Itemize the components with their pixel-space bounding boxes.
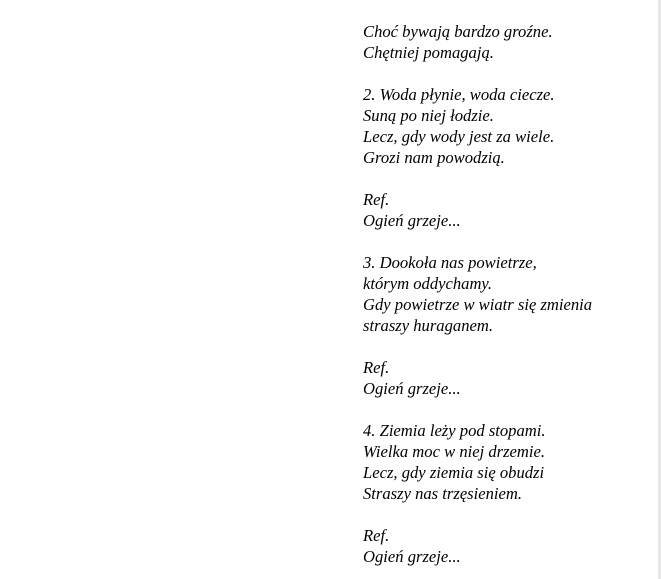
lyric-line: Lecz, gdy ziemia się obudzi [363,463,545,482]
lyric-line: Grozi nam powodzią. [363,148,505,167]
stanza-gap [363,231,653,252]
stanza-gap [363,63,653,84]
verse-heading-line: 2. Woda płynie, woda ciecze. [363,85,555,104]
refrain-label: Ref. [363,526,390,545]
lyric-line: Gdy powietrze w wiatr się zmienia [363,295,593,314]
stanza-gap [363,504,653,525]
stanza-gap [363,399,653,420]
refrain-line: Ogień grzeje... [363,547,461,566]
refrain-line: Ogień grzeje... [363,211,461,230]
lyric-line: Wielka moc w niej drzemie. [363,442,546,461]
lyric-line: straszy huraganem. [363,316,493,335]
refrain-label: Ref. [363,190,390,209]
stanza-gap [363,336,653,357]
verse-heading-line: 3. Dookoła nas powietrze, [363,253,537,272]
lyric-line: którym oddychamy. [363,274,493,293]
refrain-line: Ogień grzeje... [363,379,461,398]
lyric-line: Chętniej pomagają. [363,43,494,62]
lyric-line: Lecz, gdy wody jest za wiele. [363,127,555,146]
lyric-line: Suną po niej łodzie. [363,106,494,125]
stanza-gap [363,168,653,189]
refrain-label: Ref. [363,358,390,377]
verse-heading-line: 4. Ziemia leży pod stopami. [363,421,546,440]
song-lyrics [363,21,653,567]
lyric-line: Choć bywają bardzo groźne. [363,22,553,41]
lyric-line: Straszy nas trzęsieniem. [363,484,523,503]
